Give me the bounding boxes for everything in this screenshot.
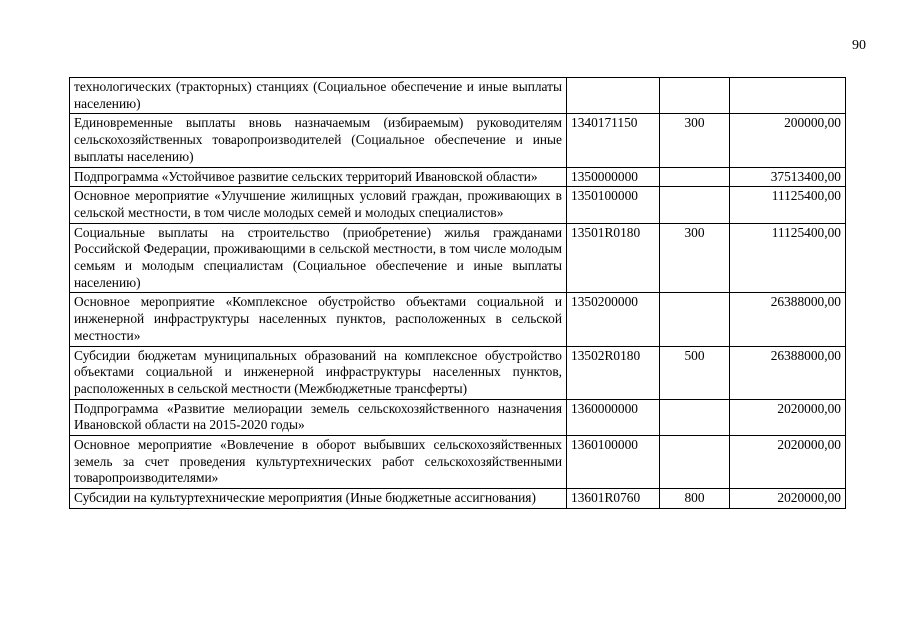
- row-amount: 200000,00: [730, 114, 846, 167]
- row-name: Подпрограмма «Развитие мелиорации земель сельскохозяйственного назначения Ивановской области на 2015-2020 годы»: [70, 399, 567, 435]
- row-code: 1340171150: [567, 114, 660, 167]
- table-row: [70, 187, 846, 223]
- row-code: [567, 78, 660, 114]
- row-expense-type: 800: [660, 489, 730, 509]
- row-amount: 2020000,00: [730, 436, 846, 489]
- row-name: Субсидии бюджетам муниципальных образований на комплексное обустройство объектами социальной и инженерной инфраструктуры населенных пунктов, расположенных в сельской местности (Межбюджетные трансферты): [70, 346, 567, 399]
- page-number: 90: [852, 38, 866, 53]
- row-name: Основное мероприятие «Комплексное обустройство объектами социальной и инженерной инфраструктуры населенных пунктов, расположенных в сельской местности»: [70, 293, 567, 346]
- table-row: [70, 489, 846, 509]
- row-expense-type: [660, 187, 730, 223]
- row-amount: 26388000,00: [730, 293, 846, 346]
- row-amount: 26388000,00: [730, 346, 846, 399]
- row-code: 13502R0180: [567, 346, 660, 399]
- row-expense-type: 300: [660, 223, 730, 293]
- row-amount: 2020000,00: [730, 489, 846, 509]
- table-row: [70, 167, 846, 187]
- row-expense-type: [660, 436, 730, 489]
- row-name: Основное мероприятие «Улучшение жилищных условий граждан, проживающих в сельской местности, в том числе молодых семей и молодых специалистов»: [70, 187, 567, 223]
- row-expense-type: [660, 78, 730, 114]
- row-code: 1360000000: [567, 399, 660, 435]
- table-row: [70, 436, 846, 489]
- row-name: Социальные выплаты на строительство (приобретение) жилья гражданами Российской Федерации, проживающими в сельской местности, в том числе молодым семьям и молодым специалистам (Социальное обеспечение и иные выплаты населению): [70, 223, 567, 293]
- row-expense-type: [660, 167, 730, 187]
- table-row: [70, 78, 846, 114]
- budget-table: [69, 77, 846, 509]
- row-expense-type: 500: [660, 346, 730, 399]
- row-code: 1350200000: [567, 293, 660, 346]
- table-row: [70, 223, 846, 293]
- row-amount: 37513400,00: [730, 167, 846, 187]
- row-code: 13601R0760: [567, 489, 660, 509]
- row-name: Основное мероприятие «Вовлечение в оборот выбывших сельскохозяйственных земель за счет проведения культуртехнических работ сельскохозяйственными товаропроизводителями»: [70, 436, 567, 489]
- row-name: Субсидии на культуртехнические мероприятия (Иные бюджетные ассигнования): [70, 489, 567, 509]
- row-expense-type: [660, 293, 730, 346]
- table-row: [70, 399, 846, 435]
- row-amount: 11125400,00: [730, 187, 846, 223]
- row-name: Подпрограмма «Устойчивое развитие сельских территорий Ивановской области»: [70, 167, 567, 187]
- row-code: 13501R0180: [567, 223, 660, 293]
- row-code: 1350000000: [567, 167, 660, 187]
- row-amount: [730, 78, 846, 114]
- row-name: Единовременные выплаты вновь назначаемым (избираемым) руководителям сельскохозяйственных товаропроизводителей (Социальное обеспечение и иные выплаты населению): [70, 114, 567, 167]
- table-row: [70, 293, 846, 346]
- row-amount: 2020000,00: [730, 399, 846, 435]
- table-row: [70, 114, 846, 167]
- row-code: 1350100000: [567, 187, 660, 223]
- table-row: [70, 346, 846, 399]
- row-expense-type: [660, 399, 730, 435]
- row-amount: 11125400,00: [730, 223, 846, 293]
- row-code: 1360100000: [567, 436, 660, 489]
- row-name: технологических (тракторных) станциях (Социальное обеспечение и иные выплаты населению): [70, 78, 567, 114]
- row-expense-type: 300: [660, 114, 730, 167]
